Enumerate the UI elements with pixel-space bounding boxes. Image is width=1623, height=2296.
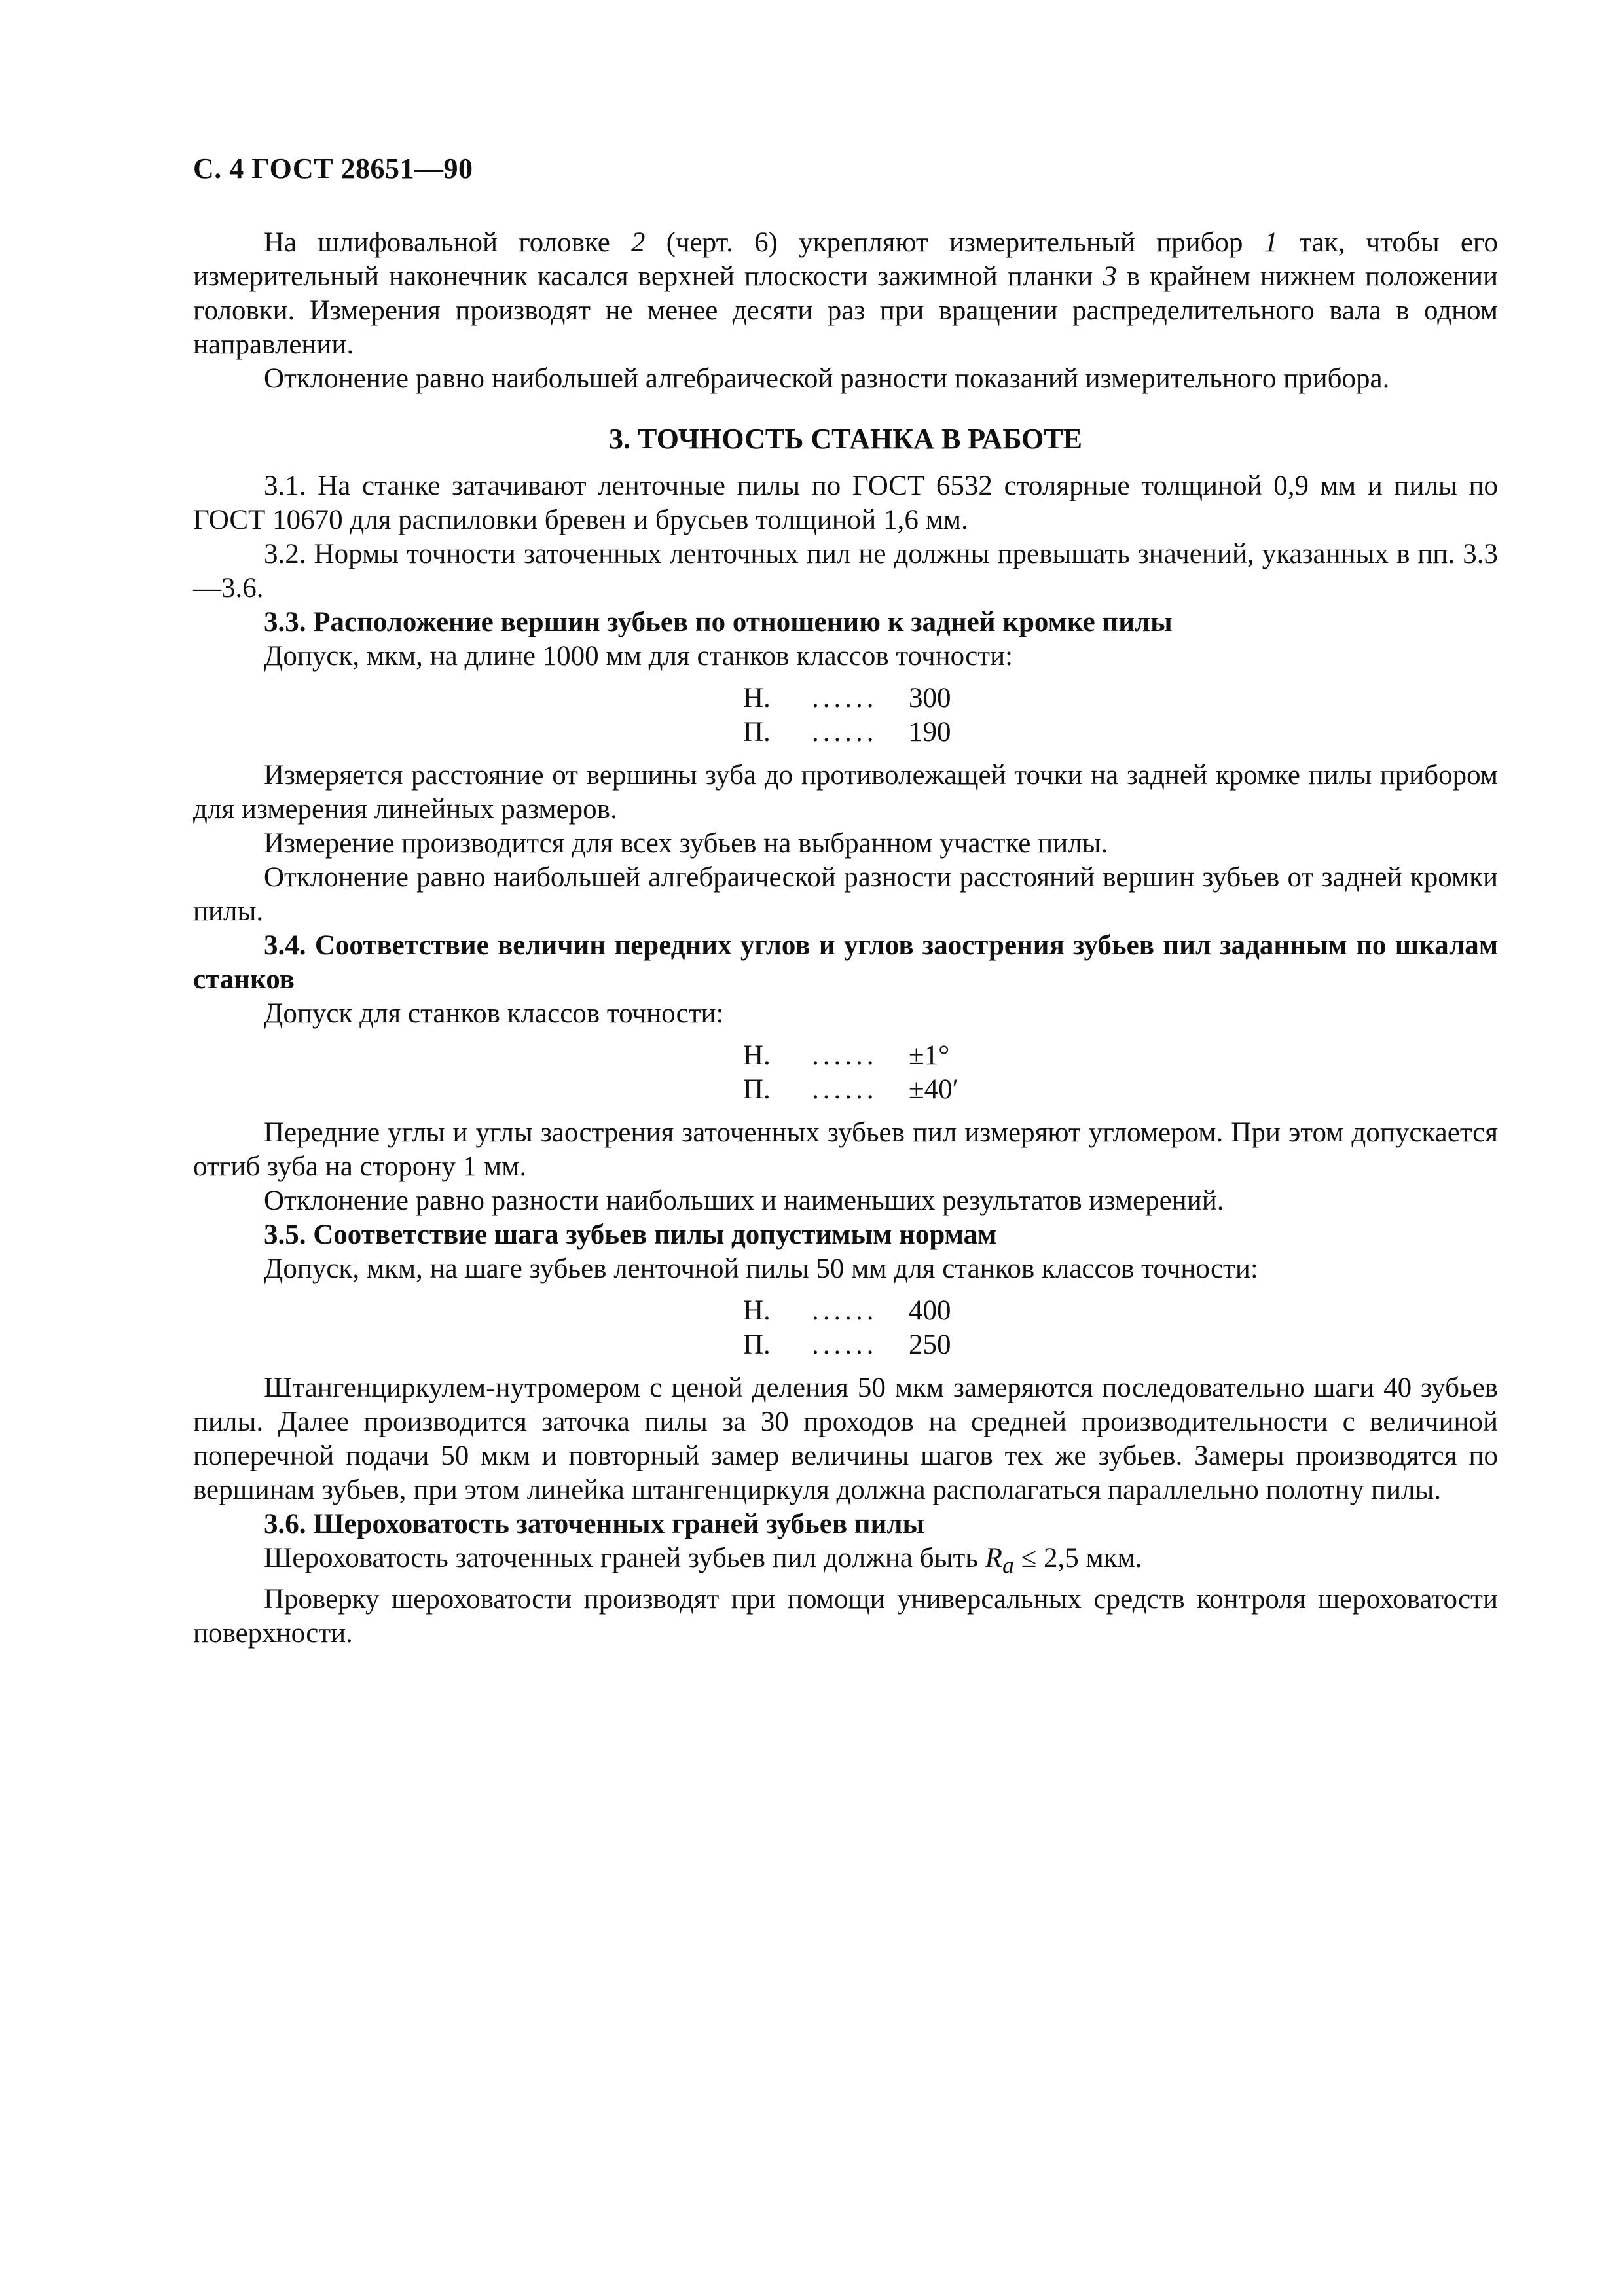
clause-3-6-paragraph: Проверку шероховатости производят при помощи универсальных средств контроля шероховатости поверхности. <box>193 1583 1498 1649</box>
tolerance-row <box>743 1294 1498 1328</box>
tolerance-row <box>743 681 1498 715</box>
text-span: так, чтобы его измерительный наконечник касался верхней плоскости зажимной планки <box>193 227 1498 292</box>
page-header: С. 4 ГОСТ 28651—90 <box>193 152 473 185</box>
clause-3-6-paragraph <box>193 1541 1498 1583</box>
clause-3-5-title: 3.5. Соответствие шага зубьев пилы допустимым нормам <box>264 1219 997 1250</box>
clause-3-3-paragraph: Измеряется расстояние от вершины зуба до противолежащей точки на задней кромке пилы прибором для измерения линейных размеров. <box>193 760 1498 825</box>
clause-3-3-tolerance-text: Допуск, мкм, на длине 1000 мм для станков классов точности: <box>264 641 1013 672</box>
text-span: ≤ 2,5 мкм. <box>1013 1543 1142 1573</box>
tolerance-value: 250 <box>909 1329 951 1360</box>
leader-dots: ...... <box>812 1040 878 1071</box>
tolerance-row <box>743 1039 1498 1073</box>
leader-dots: ...... <box>812 1295 878 1326</box>
text-span: На шлифовальной головке <box>264 227 632 258</box>
deviation-paragraph: Отклонение равно наибольшей алгебраической разности показаний измерительного прибора. <box>264 363 1390 394</box>
clause-3-4-tolerance-text: Допуск для станков классов точности: <box>264 998 724 1029</box>
tolerance-table-3-5 <box>193 1294 1498 1362</box>
roughness-subscript: a <box>1002 1552 1014 1579</box>
clause-3-5-tolerance-text: Допуск, мкм, на шаге зубьев ленточной пилы 50 мм для станков классов точности: <box>264 1253 1258 1284</box>
reference-number: 1 <box>1264 227 1279 258</box>
tolerance-class: Н. <box>743 683 771 713</box>
tolerance-class: Н. <box>743 1295 771 1326</box>
tolerance-table-3-3 <box>193 681 1498 749</box>
tolerance-value: ±1° <box>909 1040 950 1071</box>
tolerance-class: П. <box>743 717 771 747</box>
intro-paragraph <box>193 226 1498 362</box>
clause-3-4-title: 3.4. Соответствие величин передних углов и углов заострения зубьев пил заданным по шкалам станков <box>193 930 1498 995</box>
reference-number: 3 <box>1103 261 1117 292</box>
clause-3-3-title: 3.3. Расположение вершин зубьев по отношению к задней кромке пилы <box>264 607 1173 637</box>
clause-3-3-paragraph: Отклонение равно наибольшей алгебраической разности расстояний вершин зубьев от задней кромки пилы. <box>193 862 1498 927</box>
tolerance-value: ±40′ <box>909 1074 959 1105</box>
tolerance-table-3-4 <box>193 1039 1498 1107</box>
tolerance-row <box>743 1073 1498 1107</box>
clause-3-4-paragraph: Передние углы и углы заострения заточенных зубьев пил измеряют угломером. При этом допускается отгиб зуба на сторону 1 мм. <box>193 1117 1498 1182</box>
document-body <box>193 226 1498 1651</box>
text-span: Шероховатость заточенных граней зубьев пил должна быть <box>264 1543 985 1573</box>
tolerance-class: П. <box>743 1329 771 1360</box>
leader-dots: ...... <box>812 717 878 747</box>
text-span: (черт. 6) укрепляют измерительный прибор <box>645 227 1264 258</box>
clause-3-6-title: 3.6. Шероховатость заточенных граней зубьев пилы <box>264 1509 925 1539</box>
clause-3-4-paragraph: Отклонение равно разности наибольших и наименьших результатов измерений. <box>264 1185 1224 1216</box>
clause-3-2: 3.2. Нормы точности заточенных ленточных пил не должны превышать значений, указанных в пп. 3.3—3.6. <box>193 539 1498 603</box>
leader-dots: ...... <box>812 1074 878 1105</box>
roughness-symbol: R <box>985 1543 1002 1573</box>
text-span: в крайнем нижнем положении головки. Измерения производят не менее десяти раз при вращении распределительного вала в одном направлении. <box>193 261 1498 360</box>
tolerance-value: 300 <box>909 683 951 713</box>
leader-dots: ...... <box>812 683 878 713</box>
leader-dots: ...... <box>812 1329 878 1360</box>
section-title: 3. ТОЧНОСТЬ СТАНКА В РАБОТЕ <box>608 423 1083 455</box>
reference-number: 2 <box>631 227 646 258</box>
tolerance-value: 400 <box>909 1295 951 1326</box>
tolerance-class: П. <box>743 1074 771 1105</box>
clause-3-5-paragraph: Штангенциркулем-нутромером с ценой деления 50 мкм замеряются последовательно шаги 40 зубьев пилы. Далее производится заточка пилы за 30 проходов на средней производительности с величиной поперечной подачи 50 мкм и повторный замер величины шагов тех же зубьев. Замеры производятся по вершинам зубьев, при этом линейка штангенциркуля должна располагаться параллельно полотну пилы. <box>193 1372 1498 1505</box>
clause-3-1: 3.1. На станке затачивают ленточные пилы по ГОСТ 6532 столярные толщиной 0,9 мм и пилы по ГОСТ 10670 для распиловки бревен и брусьев толщиной 1,6 мм. <box>193 471 1498 535</box>
tolerance-row <box>743 715 1498 749</box>
clause-3-3-paragraph: Измерение производится для всех зубьев на выбранном участке пилы. <box>264 828 1108 859</box>
tolerance-value: 190 <box>909 717 951 747</box>
tolerance-class: Н. <box>743 1040 771 1071</box>
tolerance-row <box>743 1328 1498 1362</box>
